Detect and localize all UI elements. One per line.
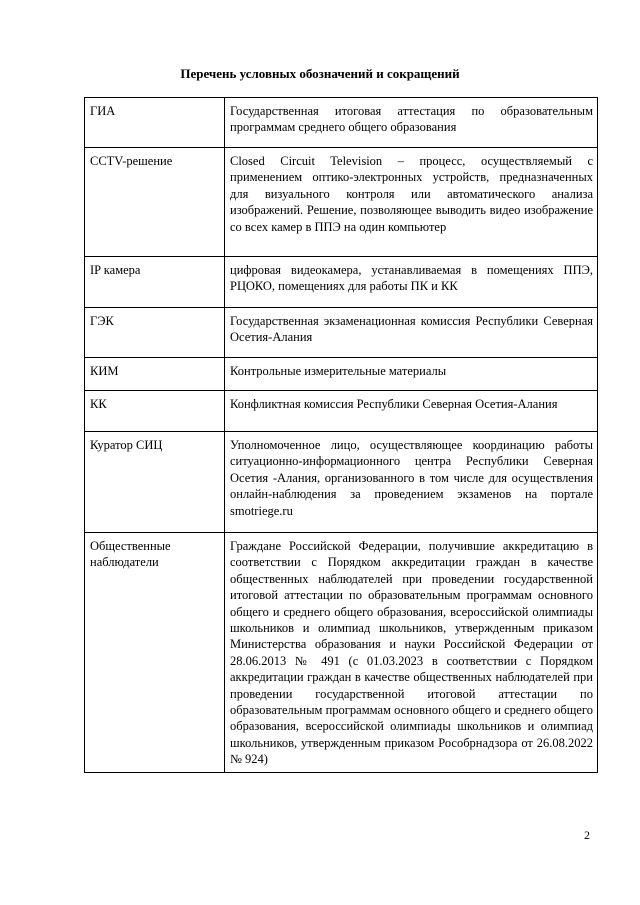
page-title: Перечень условных обозначений и сокращений xyxy=(180,66,460,81)
definition-cell: Closed Circuit Television – процесс, осуществляемый с применением оптико-электронных устройств, предназначенных для визуального контроля или автоматического анализа изображений. Решение, позволяющее выводить видео изображение со всех камер в ППЭ на один компьютер xyxy=(225,148,598,257)
term-cell: ГИА xyxy=(85,98,225,148)
term-cell: IP камера xyxy=(85,257,225,308)
definition-cell: Граждане Российской Федерации, получившие аккредитацию в соответствии с Порядком аккредитации граждан в качестве общественных наблюдателей при проведении государственной итоговой аттестации по образовательным программам основного общего и среднего общего образования, всероссийской олимпиады школьников и олимпиад школьников, утвержденным приказом Министерства образования и науки Российской Федерации от 28.06.2013 № 491 (с 01.03.2023 в соответствии с Порядком аккредитации граждан в качестве общественных наблюдателей при проведении государственной итоговой аттестации по образовательным программам основного общего и среднего общего образования, всероссийской олимпиады школьников и олимпиад школьников, утвержденным приказом Рособрнадзора от 26.08.2022 № 924) xyxy=(225,533,598,773)
table-row xyxy=(85,432,598,533)
definition-cell: цифровая видеокамера, устанавливаемая в помещениях ППЭ, РЦОКО, помещениях для работы ПК и КК xyxy=(225,257,598,308)
definition-cell: Конфликтная комиссия Республики Северная Осетия-Алания xyxy=(225,391,598,432)
term-cell: CCTV-решение xyxy=(85,148,225,257)
page-number: 2 xyxy=(584,828,590,842)
term-cell: ГЭК xyxy=(85,308,225,358)
term-cell: Куратор СИЦ xyxy=(85,432,225,533)
abbreviations-table xyxy=(84,97,598,773)
table-row xyxy=(85,391,598,432)
table-row xyxy=(85,308,598,358)
table-row xyxy=(85,533,598,773)
table-row xyxy=(85,98,598,148)
table-row xyxy=(85,257,598,308)
table-row xyxy=(85,358,598,391)
term-cell: КИМ xyxy=(85,358,225,391)
term-cell: КК xyxy=(85,391,225,432)
definition-cell: Государственная итоговая аттестация по образовательным программам среднего общего образования xyxy=(225,98,598,148)
definition-cell: Уполномоченное лицо, осуществляющее координацию работы ситуационно-информационного центра Республики Северная Осетия -Алания, организованного в том числе для осуществления онлайн-наблюдения за проведением экзаменов на портале smotriege.ru xyxy=(225,432,598,533)
term-cell: Общественные наблюдатели xyxy=(85,533,225,773)
table-row xyxy=(85,148,598,257)
definition-cell: Государственная экзаменационная комиссия Республики Северная Осетия-Алания xyxy=(225,308,598,358)
definition-cell: Контрольные измерительные материалы xyxy=(225,358,598,391)
